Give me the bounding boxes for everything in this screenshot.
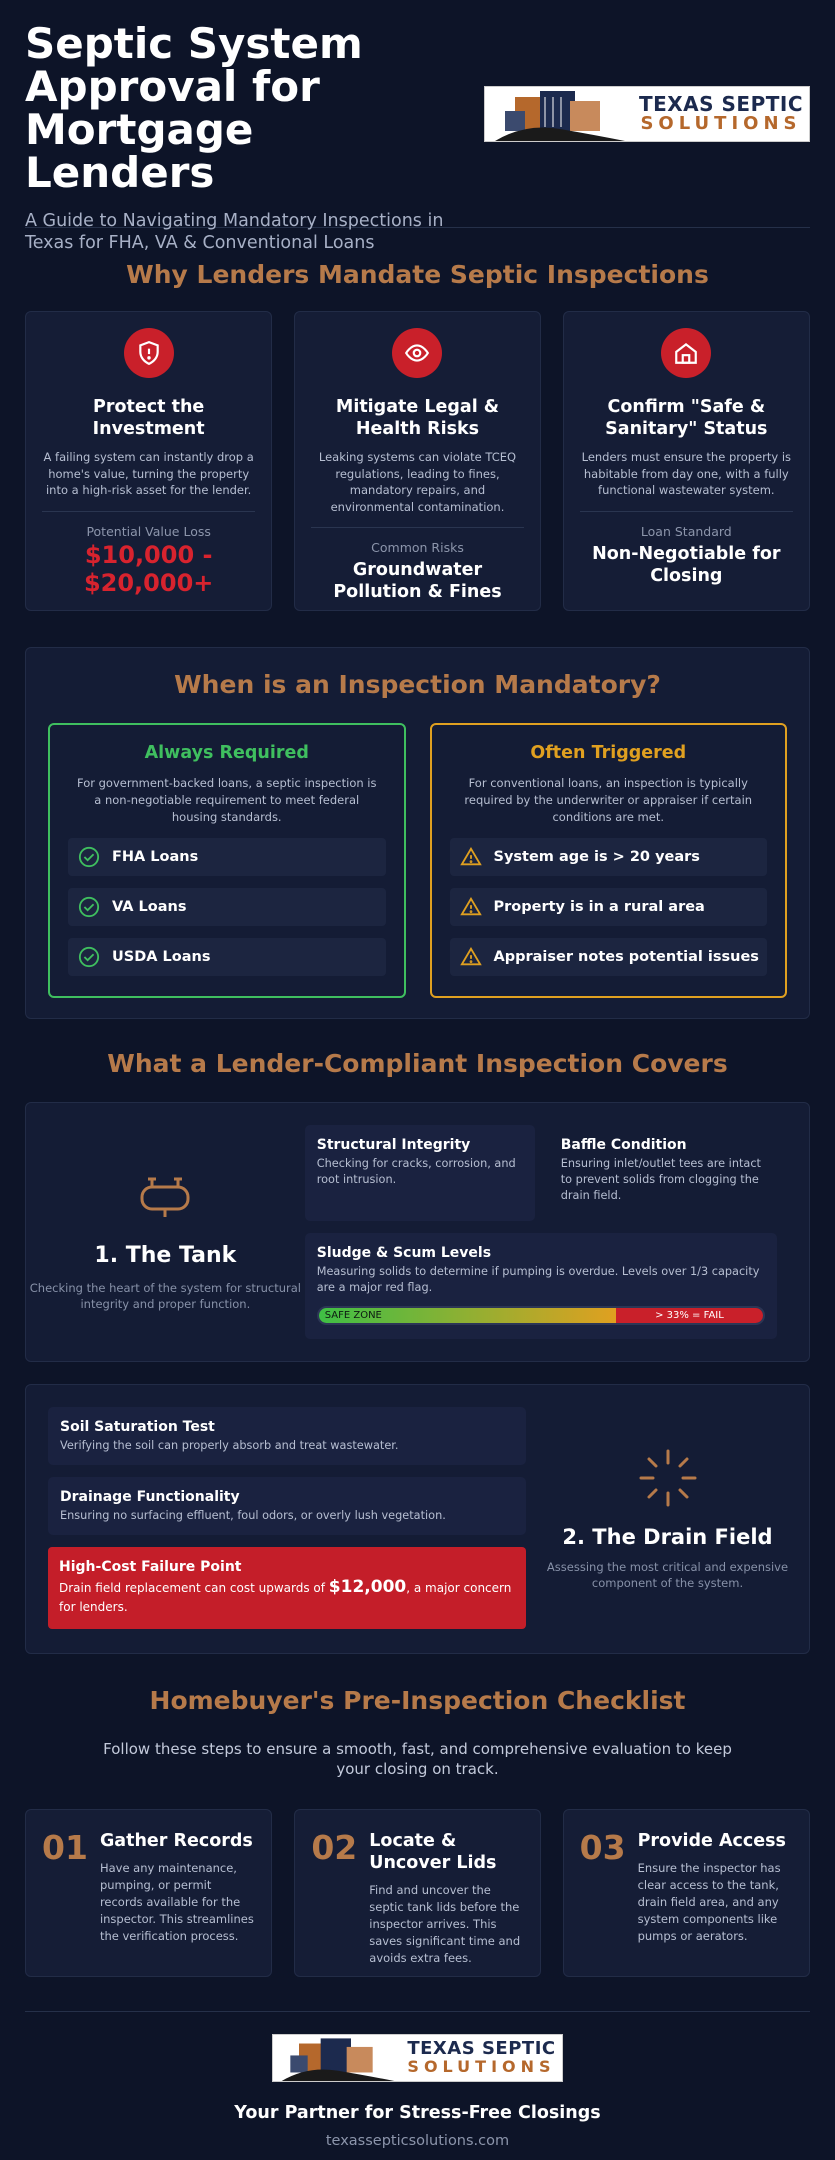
- eye-icon: [392, 328, 442, 378]
- check-circle-icon: [78, 896, 100, 918]
- step-card: [294, 1809, 540, 1977]
- drainage-functionality-card: Drainage Functionality Ensuring no surfacing effluent, foul odors, or overly lush vegetation.: [48, 1477, 526, 1535]
- card-sub-label: Potential Value Loss: [86, 523, 211, 539]
- tank-title: 1. The Tank: [94, 1243, 237, 1268]
- mandatory-heading: When is an Inspection Mandatory?: [174, 670, 661, 699]
- always-required-title: Always Required: [144, 743, 309, 763]
- card-title: Protect the Investment: [92, 397, 205, 439]
- page-subtitle: A Guide to Navigating Mandatory Inspections in Texas for FHA, VA & Conventional Loans: [25, 211, 444, 253]
- list-item: Appraiser notes potential issues: [450, 938, 768, 976]
- card-mitigate-risks: [294, 311, 540, 611]
- step-title: Gather Records: [99, 1831, 253, 1851]
- baffle-condition-card: Baffle Condition Ensuring inlet/outlet tees are intact to prevent solids from clogging the drain field.: [560, 1137, 761, 1202]
- home-icon: [661, 328, 711, 378]
- often-triggered-box: [430, 723, 788, 998]
- logo-building-image: [273, 2035, 403, 2081]
- check-circle-icon: [78, 846, 100, 868]
- step-number: 02: [311, 1828, 358, 1867]
- card-protect-investment: [25, 311, 272, 611]
- logo-line-2: SOLUTIONS: [640, 113, 802, 134]
- drain-field-text: Assessing the most critical and expensive component of the system.: [546, 1560, 789, 1590]
- card-text: A failing system can instantly drop a home's value, turning the property into a high-risk asset for the lender.: [43, 450, 254, 497]
- header: [25, 0, 810, 253]
- always-required-box: [48, 723, 406, 998]
- page-title: Septic System Approval for Mortgage Lenders: [25, 19, 363, 197]
- often-triggered-desc: For conventional loans, an inspection is typically required by the underwriter or appraiser if certain conditions are met.: [464, 776, 753, 824]
- list-item: Property is in a rural area: [450, 888, 768, 926]
- structural-integrity-card: Structural Integrity Checking for cracks, corrosion, and root intrusion.: [305, 1125, 535, 1221]
- card-text: Lenders must ensure the property is habitable from day one, with a fully functional wastewater system.: [581, 450, 792, 497]
- shield-alert-icon: [124, 328, 174, 378]
- card-value: Groundwater Pollution & Fines: [333, 560, 502, 602]
- mandatory-panel: [25, 647, 810, 1019]
- often-triggered-title: Often Triggered: [530, 743, 687, 763]
- step-text: Have any maintenance, pumping, or permit records available for the inspector. This streamlines the verification process.: [99, 1861, 254, 1943]
- failure-cost-amount: $12,000: [328, 1577, 407, 1597]
- drain-field-title: 2. The Drain Field: [562, 1525, 773, 1549]
- footer: [25, 2011, 810, 2149]
- list-item: FHA Loans: [68, 838, 386, 876]
- list-item: USDA Loans: [68, 938, 386, 976]
- always-required-desc: For government-backed loans, a septic inspection is a non-negotiable requirement to meet federal housing standards.: [77, 776, 377, 824]
- covers-heading: What a Lender-Compliant Inspection Covers: [107, 1049, 728, 1078]
- card-title: Mitigate Legal & Health Risks: [335, 397, 500, 439]
- sludge-level-bar: [317, 1306, 765, 1325]
- card-value: Non-Negotiable for Closing: [592, 543, 781, 586]
- logo-line-1: TEXAS SEPTIC: [638, 92, 803, 116]
- tank-panel: [25, 1102, 810, 1362]
- card-title: Confirm "Safe & Sanitary" Status: [605, 397, 768, 439]
- footer-logo: [272, 2034, 562, 2082]
- drain-burst-icon: [526, 1447, 809, 1513]
- logo-line-1: TEXAS SEPTIC: [407, 2038, 556, 2059]
- safe-zone-segment: SAFE ZONE: [319, 1308, 616, 1323]
- warning-icon: [460, 896, 482, 918]
- list-item: VA Loans: [68, 888, 386, 926]
- step-card: [25, 1809, 272, 1977]
- card-value: $10,000 - $20,000+: [83, 540, 214, 597]
- warning-icon: [460, 846, 482, 868]
- step-number: 03: [579, 1828, 626, 1867]
- why-heading: Why Lenders Mandate Septic Inspections: [126, 260, 709, 289]
- card-safe-sanitary: [563, 311, 810, 611]
- card-sub-label: Common Risks: [371, 540, 464, 555]
- high-cost-failure-box: High-Cost Failure Point Drain field replacement can cost upwards of $12,000, a major concern for lenders.: [48, 1547, 526, 1629]
- step-card: [563, 1809, 810, 1977]
- fail-zone-segment: > 33% = FAIL: [616, 1308, 763, 1323]
- step-text: Find and uncover the septic tank lids before the inspector arrives. This saves significant time and avoids extra fees.: [369, 1883, 521, 1965]
- step-text: Ensure the inspector has clear access to the tank, drain field area, and any system components like pumps or aerators.: [637, 1861, 781, 1943]
- card-sub-label: Loan Standard: [640, 523, 732, 539]
- logo-building-image: [485, 87, 635, 141]
- list-item: System age is > 20 years: [450, 838, 768, 876]
- sludge-levels-card: Sludge & Scum Levels Measuring solids to determine if pumping is overdue. Levels over 1/3 capacity are a major red flag. SAFE ZONE > 33% = FAIL: [305, 1233, 777, 1339]
- drain-field-panel: [25, 1384, 810, 1654]
- footer-url[interactable]: texassepticsolutions.com: [325, 2133, 510, 2149]
- card-text: Leaking systems can violate TCEQ regulations, leading to fines, mandatory repairs, and environmental contamination.: [318, 450, 517, 514]
- step-title: Provide Access: [637, 1831, 786, 1851]
- checklist-heading: Homebuyer's Pre-Inspection Checklist: [149, 1686, 686, 1715]
- logo-line-2: SOLUTIONS: [407, 2057, 556, 2076]
- soil-saturation-card: Soil Saturation Test Verifying the soil can properly absorb and treat wastewater.: [48, 1407, 526, 1465]
- company-logo: [484, 86, 810, 142]
- step-title: Locate & Uncover Lids: [369, 1831, 497, 1873]
- tank-icon: [26, 1171, 305, 1225]
- warning-icon: [460, 946, 482, 968]
- tank-text: Checking the heart of the system for structural integrity and proper function.: [29, 1281, 301, 1311]
- footer-tagline: Your Partner for Stress-Free Closings: [234, 2103, 601, 2123]
- step-number: 01: [42, 1828, 88, 1867]
- check-circle-icon: [78, 946, 100, 968]
- checklist-intro: Follow these steps to ensure a smooth, fast, and comprehensive evaluation to keep your closing on track.: [103, 1740, 732, 1778]
